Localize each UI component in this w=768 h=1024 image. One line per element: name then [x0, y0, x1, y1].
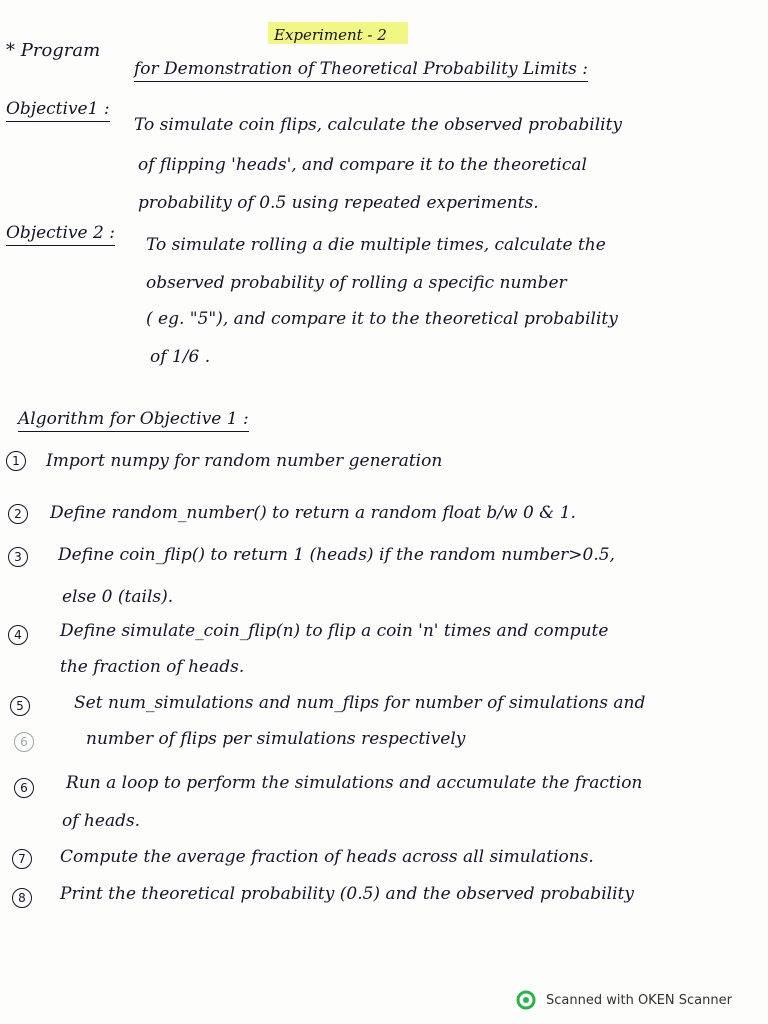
objective1-label-text: Objective1 : — [6, 99, 110, 122]
objective2-line-2: observed probability of rolling a specific number — [146, 273, 567, 293]
step-number: 8 — [12, 888, 32, 908]
step-5-line-2: number of flips per simulations respectively — [86, 729, 466, 749]
step-number: 2 — [8, 504, 28, 524]
step-2-line-1: Define random_number() to return a random float b/w 0 & 1. — [50, 503, 576, 523]
objective2-line-3: ( eg. "5"), and compare it to the theoretical probability — [146, 309, 618, 329]
step-1-line-1: Import numpy for random number generation — [46, 451, 443, 471]
objective1-line-1: To simulate coin flips, calculate the observed probability — [134, 115, 623, 135]
step-3-line-1: Define coin_flip() to return 1 (heads) if the random number>0.5, — [58, 545, 615, 565]
step-3-line-2: else 0 (tails). — [62, 587, 174, 607]
step-number: 5 — [10, 696, 30, 716]
program-heading — [134, 58, 588, 80]
step-number: 3 — [8, 547, 28, 567]
scanner-text: Scanned with OKEN Scanner — [546, 992, 732, 1008]
step-number: 1 — [6, 451, 26, 471]
scanner-logo-icon — [516, 990, 536, 1010]
objective2-label-text: Objective 2 : — [6, 223, 115, 246]
step-8-line-1: Print the theoretical probability (0.5) and the observed probability — [60, 884, 634, 904]
step-6-line-1: Run a loop to perform the simulations and accumulate the fraction — [66, 773, 643, 793]
objective1-line-3: probability of 0.5 using repeated experiments. — [138, 193, 539, 213]
program-marker: * Program — [6, 40, 101, 61]
step-number: 4 — [8, 625, 28, 645]
step-7-line-1: Compute the average fraction of heads across all simulations. — [60, 847, 594, 867]
scanner-watermark — [516, 990, 732, 1010]
step-number: 7 — [12, 849, 32, 869]
step-4-line-2: the fraction of heads. — [60, 657, 245, 677]
algorithm-heading — [18, 408, 249, 430]
program-heading-text: for Demonstration of Theoretical Probability Limits : — [134, 59, 588, 82]
step-number: 6 — [14, 778, 34, 798]
experiment-title: Experiment - 2 — [274, 26, 387, 44]
step-4-line-1: Define simulate_coin_flip(n) to flip a coin 'n' times and compute — [60, 621, 609, 641]
step-6-line-2: of heads. — [62, 811, 141, 831]
objective1-line-2: of flipping 'heads', and compare it to the theoretical — [138, 155, 587, 175]
algorithm-heading-text: Algorithm for Objective 1 : — [18, 409, 249, 432]
struck-step-number: 6 — [14, 732, 34, 752]
objective1-label — [6, 98, 110, 120]
objective2-line-1: To simulate rolling a die multiple times, calculate the — [146, 235, 606, 255]
objective2-label — [6, 222, 115, 244]
objective2-line-4: of 1/6 . — [150, 347, 211, 367]
step-5-line-1: Set num_simulations and num_flips for number of simulations and — [74, 693, 646, 713]
